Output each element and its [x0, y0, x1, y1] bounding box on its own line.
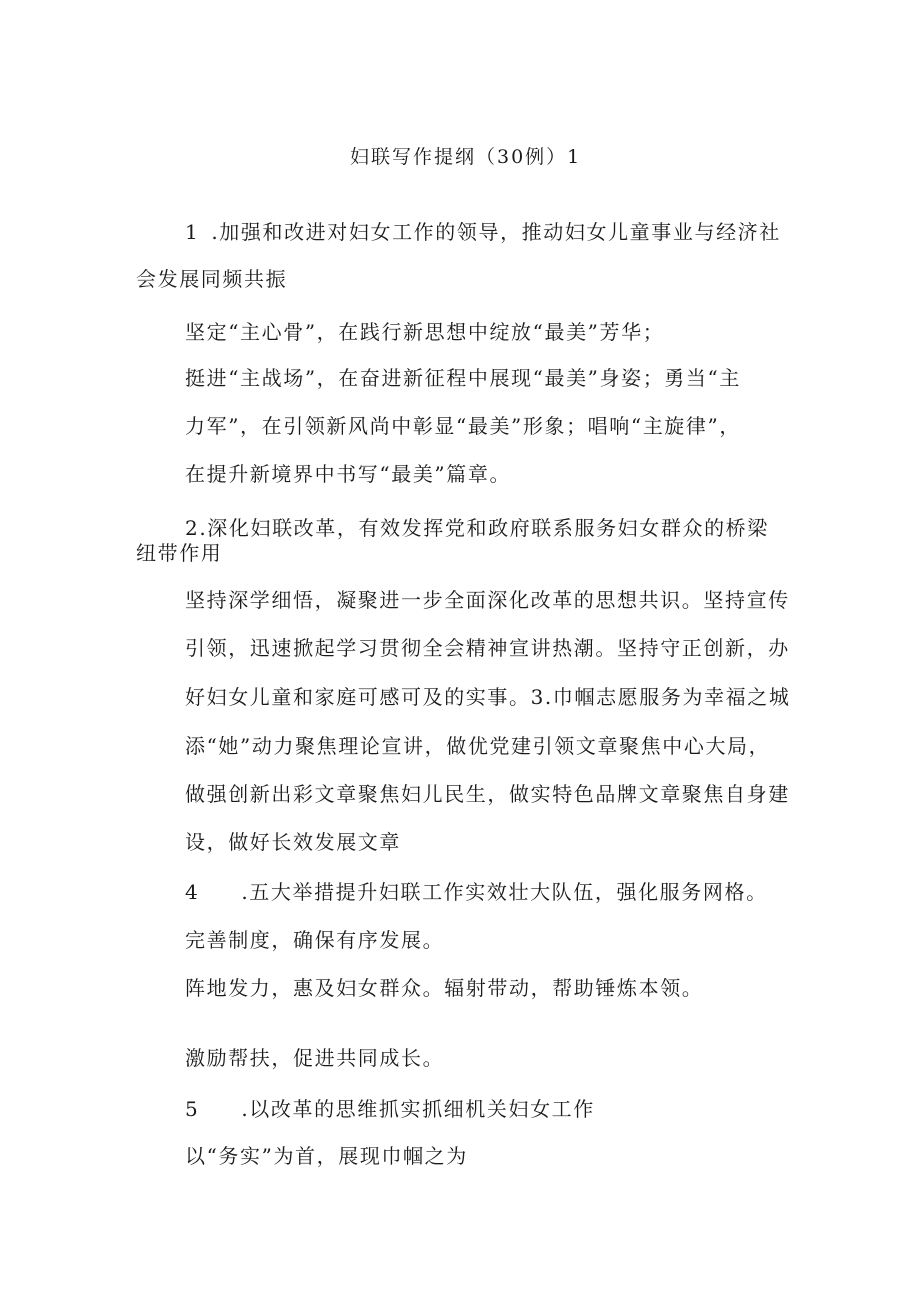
section-1-body-line-2: 挺进“主战场”，在奋进新征程中展现“最美”身姿；勇当“主 — [185, 366, 741, 390]
section-5-heading-text: .以改革的思维抓实抓细机关妇女工作 — [241, 1097, 595, 1121]
section-4-heading — [185, 880, 768, 904]
section-5-heading — [185, 1097, 595, 1121]
section-4-heading-text: .五大举措提升妇联工作实效壮大队伍，强化服务网格。 — [241, 880, 768, 904]
section-1-body-line-4: 在提升新境界中书写“最美”篇章。 — [185, 462, 512, 486]
document-title: 妇联写作提纲（30例）1 — [350, 146, 582, 168]
section-5-body-line-1: 以“务实”为首，展现巾帼之为 — [185, 1144, 468, 1168]
section-2-body-line-6: 设，做好长效发展文章 — [185, 830, 401, 854]
section-4-body-line-2: 阵地发力，惠及妇女群众。辐射带动，帮助锤炼本领。 — [185, 976, 704, 1000]
section-2-body-line-5: 做强创新出彩文章聚焦妇儿民生，做实特色品牌文章聚焦自身建 — [185, 782, 790, 806]
section-4-number: 4 — [185, 880, 200, 904]
section-2-body-line-4: 添“她”动力聚焦理论宣讲，做优党建引领文章聚焦中心大局， — [185, 734, 771, 758]
section-1-heading-text: .加强和改进对妇女工作的领导，推动妇女儿童事业与经济社 — [211, 220, 781, 244]
section-1-heading-line-1 — [185, 220, 781, 244]
section-2-body-line-3: 好妇女儿童和家庭可感可及的实事。3.巾帼志愿服务为幸福之城 — [185, 685, 791, 709]
section-5-number: 5 — [185, 1097, 200, 1121]
section-2-heading-line-1: 2.深化妇联改革，有效发挥党和政府联系服务妇女群众的桥梁 — [185, 516, 769, 540]
section-2-heading-line-2: 纽带作用 — [136, 541, 223, 565]
section-1-number: 1 — [185, 220, 200, 244]
section-1-body-line-1: 坚定“主心骨”，在践行新思想中绽放“最美”芳华； — [185, 320, 665, 344]
section-4-body-line-1: 完善制度，确保有序发展。 — [185, 928, 445, 952]
section-1-body-line-3: 力军”，在引领新风尚中彰显“最美”形象；唱响“主旋律”， — [185, 414, 741, 438]
section-2-body-line-1: 坚持深学细悟，凝聚进一步全面深化改革的思想共识。坚持宣传 — [185, 588, 790, 612]
section-4-body-line-3: 激励帮扶，促进共同成长。 — [185, 1046, 445, 1070]
section-1-heading-line-2: 会发展同频共振 — [136, 267, 288, 291]
section-2-body-line-2: 引领，迅速掀起学习贯彻全会精神宣讲热潮。坚持守正创新，办 — [185, 636, 790, 660]
